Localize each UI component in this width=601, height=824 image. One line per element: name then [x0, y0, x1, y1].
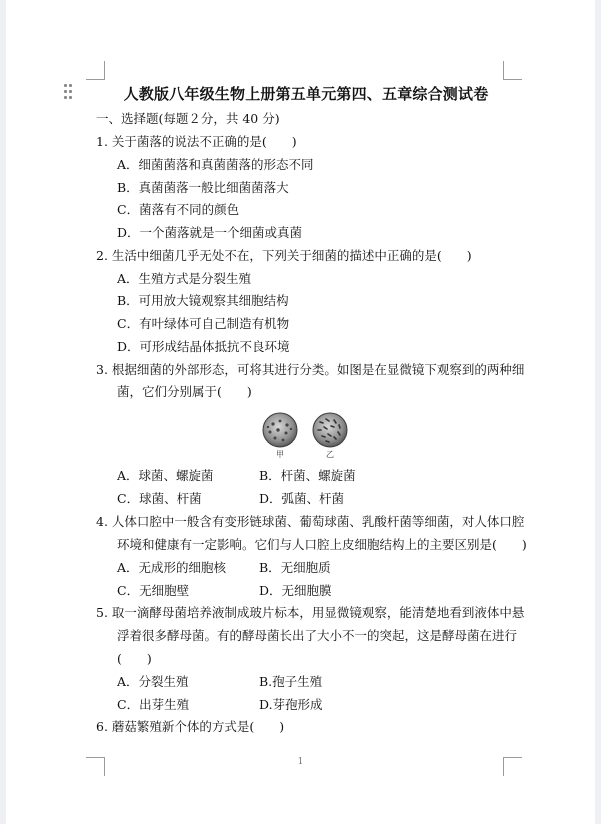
question-4-option-b: B．无细胞质	[259, 560, 331, 575]
question-5-stem-line3: ( )	[117, 651, 152, 666]
question-1-option-b: B．真菌菌落一般比细菌菌落大	[117, 180, 289, 195]
question-2-option-a: A．生殖方式是分裂生殖	[117, 271, 252, 286]
margin-corner-top-right	[503, 61, 522, 80]
document-title: 人教版八年级生物上册第五单元第四、五章综合测试卷	[123, 85, 489, 103]
question-3-stem-line1: 3. 根据细菌的外部形态，可将其进行分类。如图是在显微镜下观察到的两种细	[96, 362, 525, 377]
figure-caption-left: 甲	[276, 450, 284, 459]
figure-caption-right: 乙	[326, 450, 334, 459]
question-6-stem: 6. 蘑菇繁殖新个体的方式是( )	[96, 719, 285, 734]
document-page	[6, 0, 595, 824]
question-2-option-c: C．有叶绿体可自己制造有机物	[117, 316, 290, 331]
question-2-option-b: B．可用放大镜观察其细胞结构	[117, 293, 289, 308]
question-3-option-a: A．球菌、螺旋菌	[117, 468, 214, 483]
bacteria-right-image	[313, 413, 347, 447]
bacteria-figure	[256, 410, 356, 460]
question-1-stem: 1. 关于菌落的说法不正确的是( )	[96, 134, 297, 149]
question-4-option-d: D．无细胞膜	[259, 583, 332, 598]
bacteria-left-image	[263, 413, 297, 447]
question-1-option-c: C．菌落有不同的颜色	[117, 202, 240, 217]
question-5-option-c: C．出芽生殖	[117, 697, 190, 712]
question-3-option-c: C．球菌、杆菌	[117, 491, 202, 506]
question-5-option-a: A．分裂生殖	[117, 674, 189, 689]
question-1-option-a: A．细菌菌落和真菌菌落的形态不同	[117, 157, 314, 172]
question-3-option-b: B．杆菌、螺旋菌	[259, 468, 356, 483]
question-2-stem: 2. 生活中细菌几乎无处不在，下列关于细菌的描述中正确的是( )	[96, 248, 472, 263]
page-number: 1	[297, 757, 304, 767]
question-5-option-d: D.芽孢形成	[259, 697, 323, 712]
margin-corner-top-left	[86, 61, 105, 80]
question-5-option-b: B.孢子生殖	[259, 674, 323, 689]
section-heading: 一、选择题(每题２分，共 40 分)	[96, 111, 280, 126]
question-3-stem-line2: 菌，它们分别属于( )	[117, 384, 252, 399]
question-4-stem-line2: 环境和健康有一定影响。它们与人口腔上皮细胞结构上的主要区别是( )	[117, 537, 527, 552]
question-1-option-d: D．一个菌落就是一个细菌或真菌	[117, 225, 303, 240]
question-2-option-d: D．可形成结晶体抵抗不良环境	[117, 339, 290, 354]
question-5-stem-line2: 浮着很多酵母菌。有的酵母菌长出了大小不一的突起，这是酵母菌在进行	[117, 628, 518, 643]
question-5-stem-line1: 5. 取一滴酵母菌培养液制成玻片标本，用显微镜观察，能清楚地看到液体中悬	[96, 605, 525, 620]
question-4-option-c: C．无细胞壁	[117, 583, 190, 598]
question-3-option-d: D．弧菌、杆菌	[259, 491, 345, 506]
drag-handle-icon[interactable]	[64, 84, 74, 100]
question-4-option-a: A．无成形的细胞核	[117, 560, 227, 575]
question-4-stem-line1: 4. 人体口腔中一般含有变形链球菌、葡萄球菌、乳酸杆菌等细菌，对人体口腔	[96, 514, 525, 529]
